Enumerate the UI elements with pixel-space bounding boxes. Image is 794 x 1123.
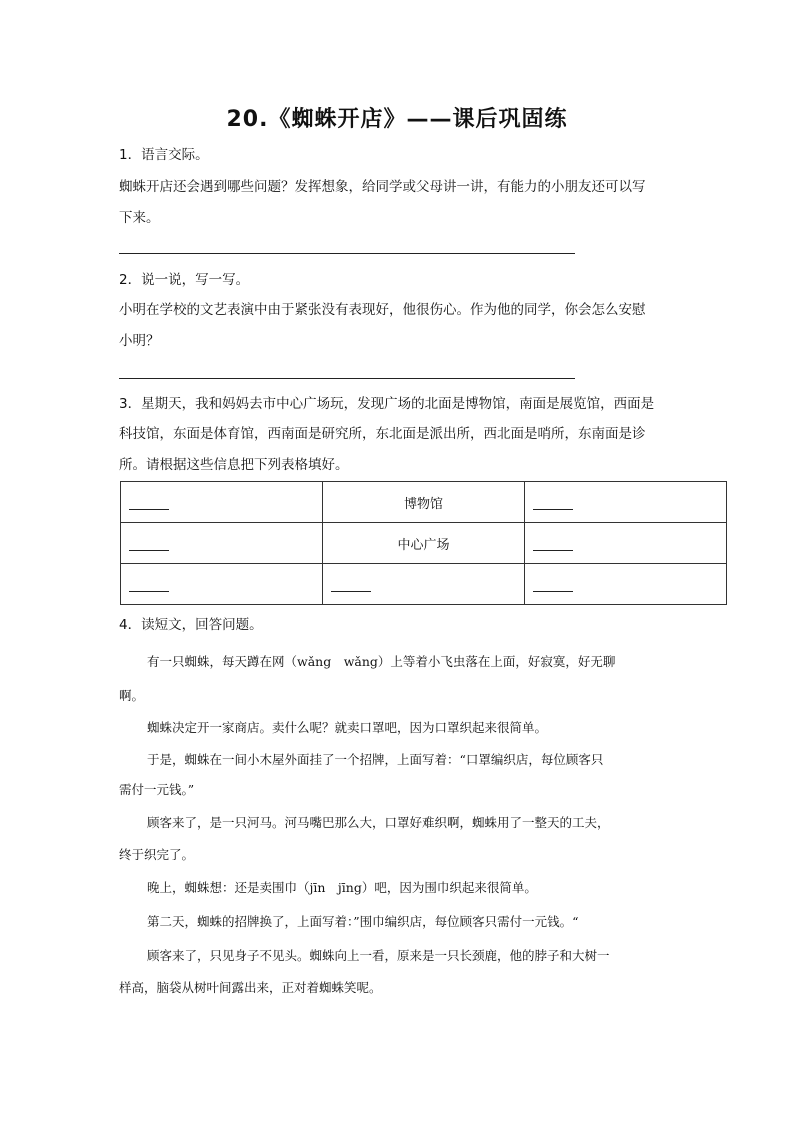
direction-table: [120, 481, 727, 605]
story-paragraph-1-cont: 啊。: [119, 688, 145, 703]
table-row: [121, 482, 727, 523]
table-cell-west[interactable]: [121, 523, 323, 564]
q4-heading: 4．读短文，回答问题。: [119, 617, 263, 633]
fill-blank[interactable]: [331, 577, 371, 592]
story-paragraph-6: 第二天，蜘蛛的招牌换了，上面写着：”围巾编织店，每位顾客只需付一元钱。“: [147, 914, 579, 929]
table-cell-north: 博物馆: [323, 482, 525, 523]
story-paragraph-3-cont: 需付一元钱。”: [119, 782, 195, 797]
table-row: [121, 523, 727, 564]
q3-text-line2: 科技馆，东面是体育馆，西南面是研究所，东北面是派出所，西北面是哨所，东南面是诊: [119, 426, 646, 442]
q2-text-line2: 小明？: [119, 333, 160, 349]
table-cell-center: 中心广场: [323, 523, 525, 564]
page-title: 20.《蜘蛛开店》——课后巩固练: [226, 107, 568, 132]
q3-text-line3: 所。请根据这些信息把下列表格填好。: [119, 457, 349, 473]
q1-answer-line[interactable]: [119, 253, 575, 254]
table-cell-southeast[interactable]: [525, 564, 727, 605]
fill-blank[interactable]: [129, 577, 169, 592]
q3-text-line1: 3．星期天，我和妈妈去市中心广场玩，发现广场的北面是博物馆，南面是展览馆，西面是: [119, 396, 655, 412]
fill-blank[interactable]: [533, 577, 573, 592]
table-cell-northwest[interactable]: [121, 482, 323, 523]
fill-blank[interactable]: [129, 536, 169, 551]
q2-heading: 2．说一说，写一写。: [119, 272, 250, 288]
q2-answer-line[interactable]: [119, 378, 575, 379]
fill-blank[interactable]: [533, 495, 573, 510]
story-paragraph-4: 顾客来了，是一只河马。河马嘴巴那么大，口罩好难织啊，蜘蛛用了一整天的工夫，: [147, 815, 610, 830]
story-paragraph-5: 晚上，蜘蛛想：还是卖围巾（jīn jīng）吧，因为围巾织起来很简单。: [147, 880, 537, 895]
story-paragraph-7: 顾客来了，只见身子不见头。蜘蛛向上一看，原来是一只长颈鹿，他的脖子和大树一: [147, 948, 610, 963]
q1-text-line1: 蜘蛛开店还会遇到哪些问题？发挥想象，给同学或父母讲一讲，有能力的小朋友还可以写: [119, 179, 646, 195]
table-cell-east[interactable]: [525, 523, 727, 564]
table-cell-southwest[interactable]: [121, 564, 323, 605]
story-paragraph-4-cont: 终于织完了。: [119, 847, 195, 862]
table-cell-northeast[interactable]: [525, 482, 727, 523]
story-paragraph-2: 蜘蛛决定开一家商店。卖什么呢？就卖口罩吧，因为口罩织起来很简单。: [147, 720, 548, 735]
story-paragraph-1: 有一只蜘蛛，每天蹲在网（wǎng wǎng）上等着小飞虫落在上面，好寂寞，好无聊: [147, 654, 616, 669]
q2-text-line1: 小明在学校的文艺表演中由于紧张没有表现好，他很伤心。作为他的同学，你会怎么安慰: [119, 302, 646, 318]
q1-text-line2: 下来。: [119, 210, 160, 226]
fill-blank[interactable]: [129, 495, 169, 510]
table-row: [121, 564, 727, 605]
q1-heading: 1．语言交际。: [119, 147, 209, 163]
story-paragraph-7-cont: 样高，脑袋从树叶间露出来，正对着蜘蛛笑呢。: [119, 980, 382, 995]
story-paragraph-3: 于是，蜘蛛在一间小木屋外面挂了一个招牌，上面写着：“口罩编织店，每位顾客只: [147, 752, 604, 767]
table-cell-south[interactable]: [323, 564, 525, 605]
fill-blank[interactable]: [533, 536, 573, 551]
